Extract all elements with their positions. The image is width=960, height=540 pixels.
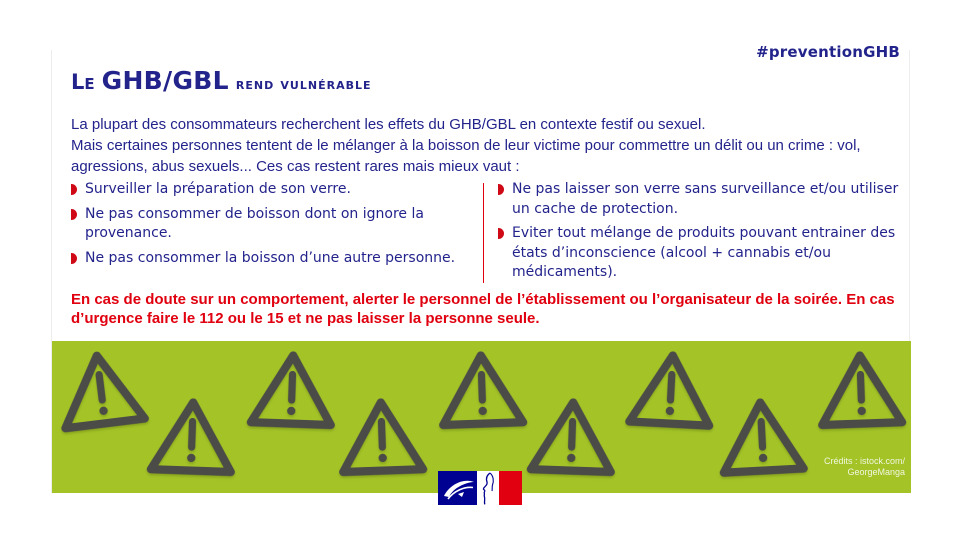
intro-paragraph [71, 114, 905, 177]
column-divider [483, 183, 484, 283]
warning-triangle-icon [245, 348, 340, 431]
warning-triangle-icon [714, 395, 810, 480]
list-item [71, 180, 475, 200]
intro-line-1: La plupart des consommateurs recherchent les effets du GHB/GBL en contexte festif ou sexuel. [71, 116, 706, 133]
page-title [71, 66, 371, 95]
list-item [498, 224, 905, 283]
tip-text: Ne pas consommer la boisson d’une autre personne. [85, 249, 456, 266]
emergency-alert-text: En cas de doute sur un comportement, alerter le personnel de l’établissement ou l’organisateur de la soirée. En cas d’urgence faire le 112 ou le 15 et ne pas laisser la personne seule. [71, 291, 895, 327]
red-bullet-icon [71, 253, 77, 264]
tip-text: Ne pas laisser son verre sans surveillance et/ou utiliser un cache de protection. [512, 181, 899, 217]
title-subtitle: rend vulnérable [235, 75, 372, 93]
red-bullet-icon [498, 228, 504, 239]
list-item [71, 249, 475, 269]
tip-text: Surveiller la préparation de son verre. [85, 181, 351, 197]
warning-triangle-icon [623, 348, 719, 433]
warning-triangle-icon [814, 348, 909, 431]
credits-line-1: Crédits : istock.com/ [823, 456, 905, 466]
content-card [51, 50, 910, 493]
list-item [71, 205, 475, 244]
advice-column-right [498, 180, 905, 288]
tip-text: Eviter tout mélange de produits pouvant entrainer des états d’inconscience (alcool + cannabis et/ou médicaments). [512, 225, 896, 280]
red-bullet-icon [498, 184, 504, 195]
advice-column-left [71, 180, 475, 288]
french-government-marianne-logo [438, 471, 522, 505]
red-bullet-icon [71, 184, 77, 195]
warning-triangle-icon [525, 395, 620, 478]
hashtag-prevention-ghb: #preventionGHB [756, 43, 900, 61]
tip-text: Ne pas consommer de boisson dont on ignore la provenance. [85, 205, 424, 241]
warning-triangle-icon [52, 345, 152, 436]
title-ghb-gbl: GHB/GBL [101, 66, 229, 95]
red-bullet-icon [71, 209, 77, 220]
intro-line-2: Mais certaines personnes tentent de le mélanger à la boisson de leur victime pour commettre un délit ou un crime : vol, agressions, abus sexuels... Ces cas restent rares mais mieux vaut : [71, 137, 861, 175]
warning-triangle-icon [145, 395, 240, 478]
warning-triangle-icon [435, 348, 530, 431]
warning-triangle-icon [335, 395, 430, 478]
title-article: Le [71, 70, 95, 94]
photo-credits [824, 456, 905, 478]
credits-line-2: GeorgeManga [847, 467, 905, 477]
list-item [498, 180, 905, 219]
advice-columns [71, 180, 905, 288]
